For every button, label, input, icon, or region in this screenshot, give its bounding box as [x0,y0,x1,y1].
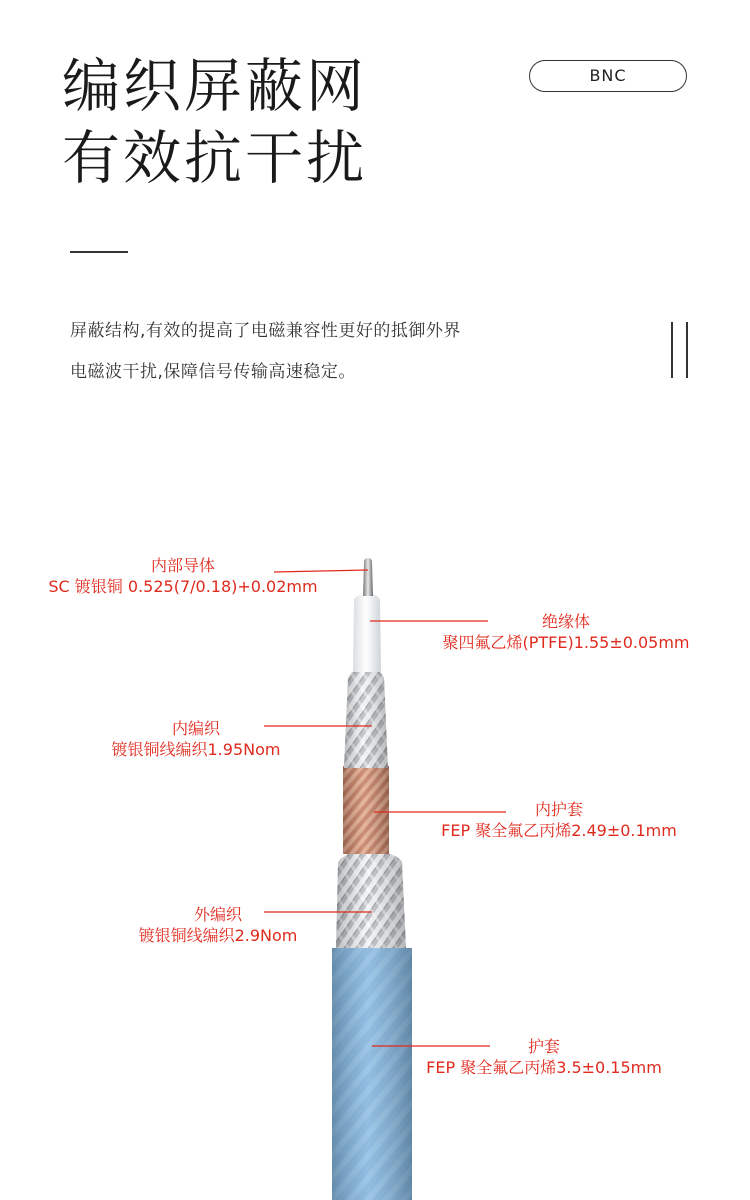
description-line-1: 屏蔽结构,有效的提高了电磁兼容性更好的抵御外界 [70,321,461,341]
label-outer-braid [128,904,308,946]
inner-conductor [363,558,373,596]
outer-braid [336,850,406,948]
label-spec: 聚四氟乙烯(PTFE)1.55±0.05mm [442,633,690,652]
label-name: 外编织 [193,905,242,924]
label-inner-braid [100,718,292,760]
label-spec: 镀银铜线编织2.9Nom [138,926,298,945]
heading-line-1: 编织屏蔽网 [62,52,368,120]
inner-braid [344,666,388,768]
label-name: 护套 [527,1037,560,1056]
label-name: 内编织 [171,719,220,738]
description-line-2: 电磁波干扰,保障信号传输高速稳定。 [70,362,356,382]
label-spec: 镀银铜线编织1.95Nom [111,740,281,759]
label-outer-jacket [411,1036,677,1078]
heading-line-2: 有效抗干扰 [62,124,368,192]
label-inner-conductor [40,555,326,597]
label-spec: SC 镀银铜 0.525(7/0.18)+0.02mm [48,577,318,596]
label-spec: FEP 聚全氟乙丙烯2.49±0.1mm [441,821,677,840]
label-name: 绝缘体 [541,612,590,631]
label-name: 内部导体 [150,556,215,575]
outer-jacket [332,948,412,1200]
label-inner-jacket [426,799,692,841]
label-name: 内护套 [534,800,583,819]
bnc-badge: BNC [529,60,687,92]
label-spec: FEP 聚全氟乙丙烯3.5±0.15mm [426,1058,662,1077]
ptfe-insulator [353,593,381,672]
label-insulator [427,611,705,653]
inner-jacket [343,766,389,854]
